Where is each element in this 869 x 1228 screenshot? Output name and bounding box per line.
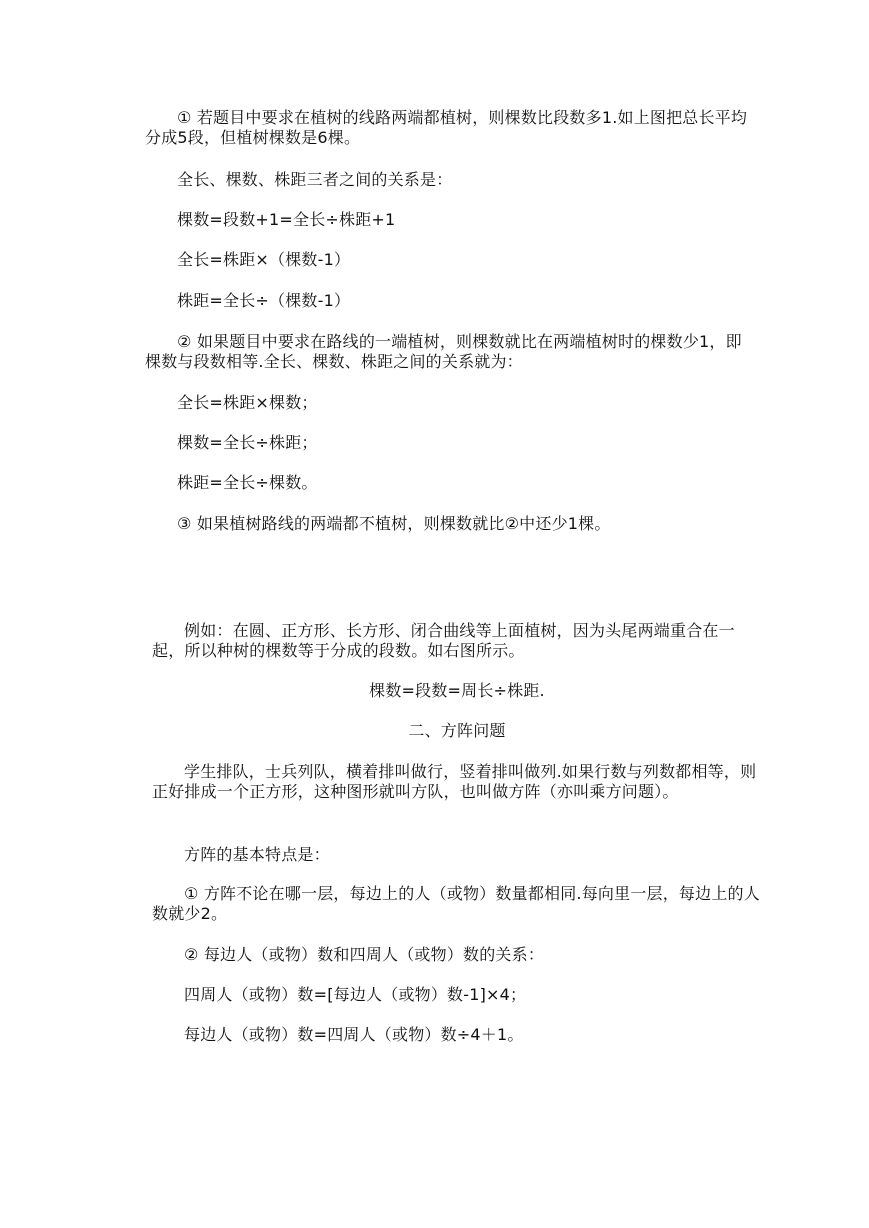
- relationship-intro: 全长、棵数、株距三者之间的关系是：: [177, 170, 453, 189]
- formula-closed-curve: 棵数=段数=周长÷株距.: [369, 681, 545, 700]
- paragraph-layer-feature: ① 方阵不论在哪一层，每边上的人（或物）数量都相同.每向里一层，每边上的人数就少2。: [152, 884, 760, 923]
- paragraph-basic-features: 方阵的基本特点是：: [184, 845, 330, 864]
- formula-length-by-count: 全长=株距×棵数；: [177, 393, 318, 412]
- formula-side-count: 每边人（或物）数=四周人（或物）数÷4＋1。: [184, 1025, 524, 1044]
- formula-tree-count: 棵数=段数+1=全长÷株距+1: [177, 210, 396, 229]
- formula-count-by-spacing: 棵数=全长÷株距；: [177, 433, 318, 452]
- paragraph-closed-curve-planting: 例如：在圆、正方形、长方形、闭合曲线等上面植树，因为头尾两端重合在一起，所以种树的棵数等于分成的段数。如右图所示。: [152, 621, 735, 660]
- formula-spacing: 株距=全长÷（棵数-1）: [177, 291, 351, 310]
- paragraph-side-perimeter-relation: ② 每边人（或物）数和四周人（或物）数的关系：: [184, 945, 545, 964]
- paragraph-one-end-planting: ② 如果题目中要求在路线的一端植树，则棵数就比在两端植树时的棵数少1，即棵数与段数相等.全长、棵数、株距之间的关系就为：: [145, 332, 742, 371]
- formula-perimeter-count: 四周人（或物）数=[每边人（或物）数-1]×4；: [184, 985, 527, 1004]
- paragraph-no-ends-planting: ③ 如果植树路线的两端都不植树，则棵数就比②中还少1棵。: [177, 514, 611, 533]
- paragraph-both-ends-planting: ① 若题目中要求在植树的线路两端都植树，则棵数比段数多1.如上图把总长平均分成5段，但植树棵数是6棵。: [145, 108, 748, 147]
- formula-spacing-by-count: 株距=全长÷棵数。: [177, 473, 318, 492]
- section-heading-square-array: 二、方阵问题: [408, 721, 506, 740]
- formula-total-length: 全长=株距×（棵数-1）: [177, 250, 351, 269]
- paragraph-square-array-definition: 学生排队，士兵列队，横着排叫做行，竖着排叫做列.如果行数与列数都相等，则正好排成一个正方形，这种图形就叫方队，也叫做方阵（亦叫乘方问题）。: [152, 762, 757, 801]
